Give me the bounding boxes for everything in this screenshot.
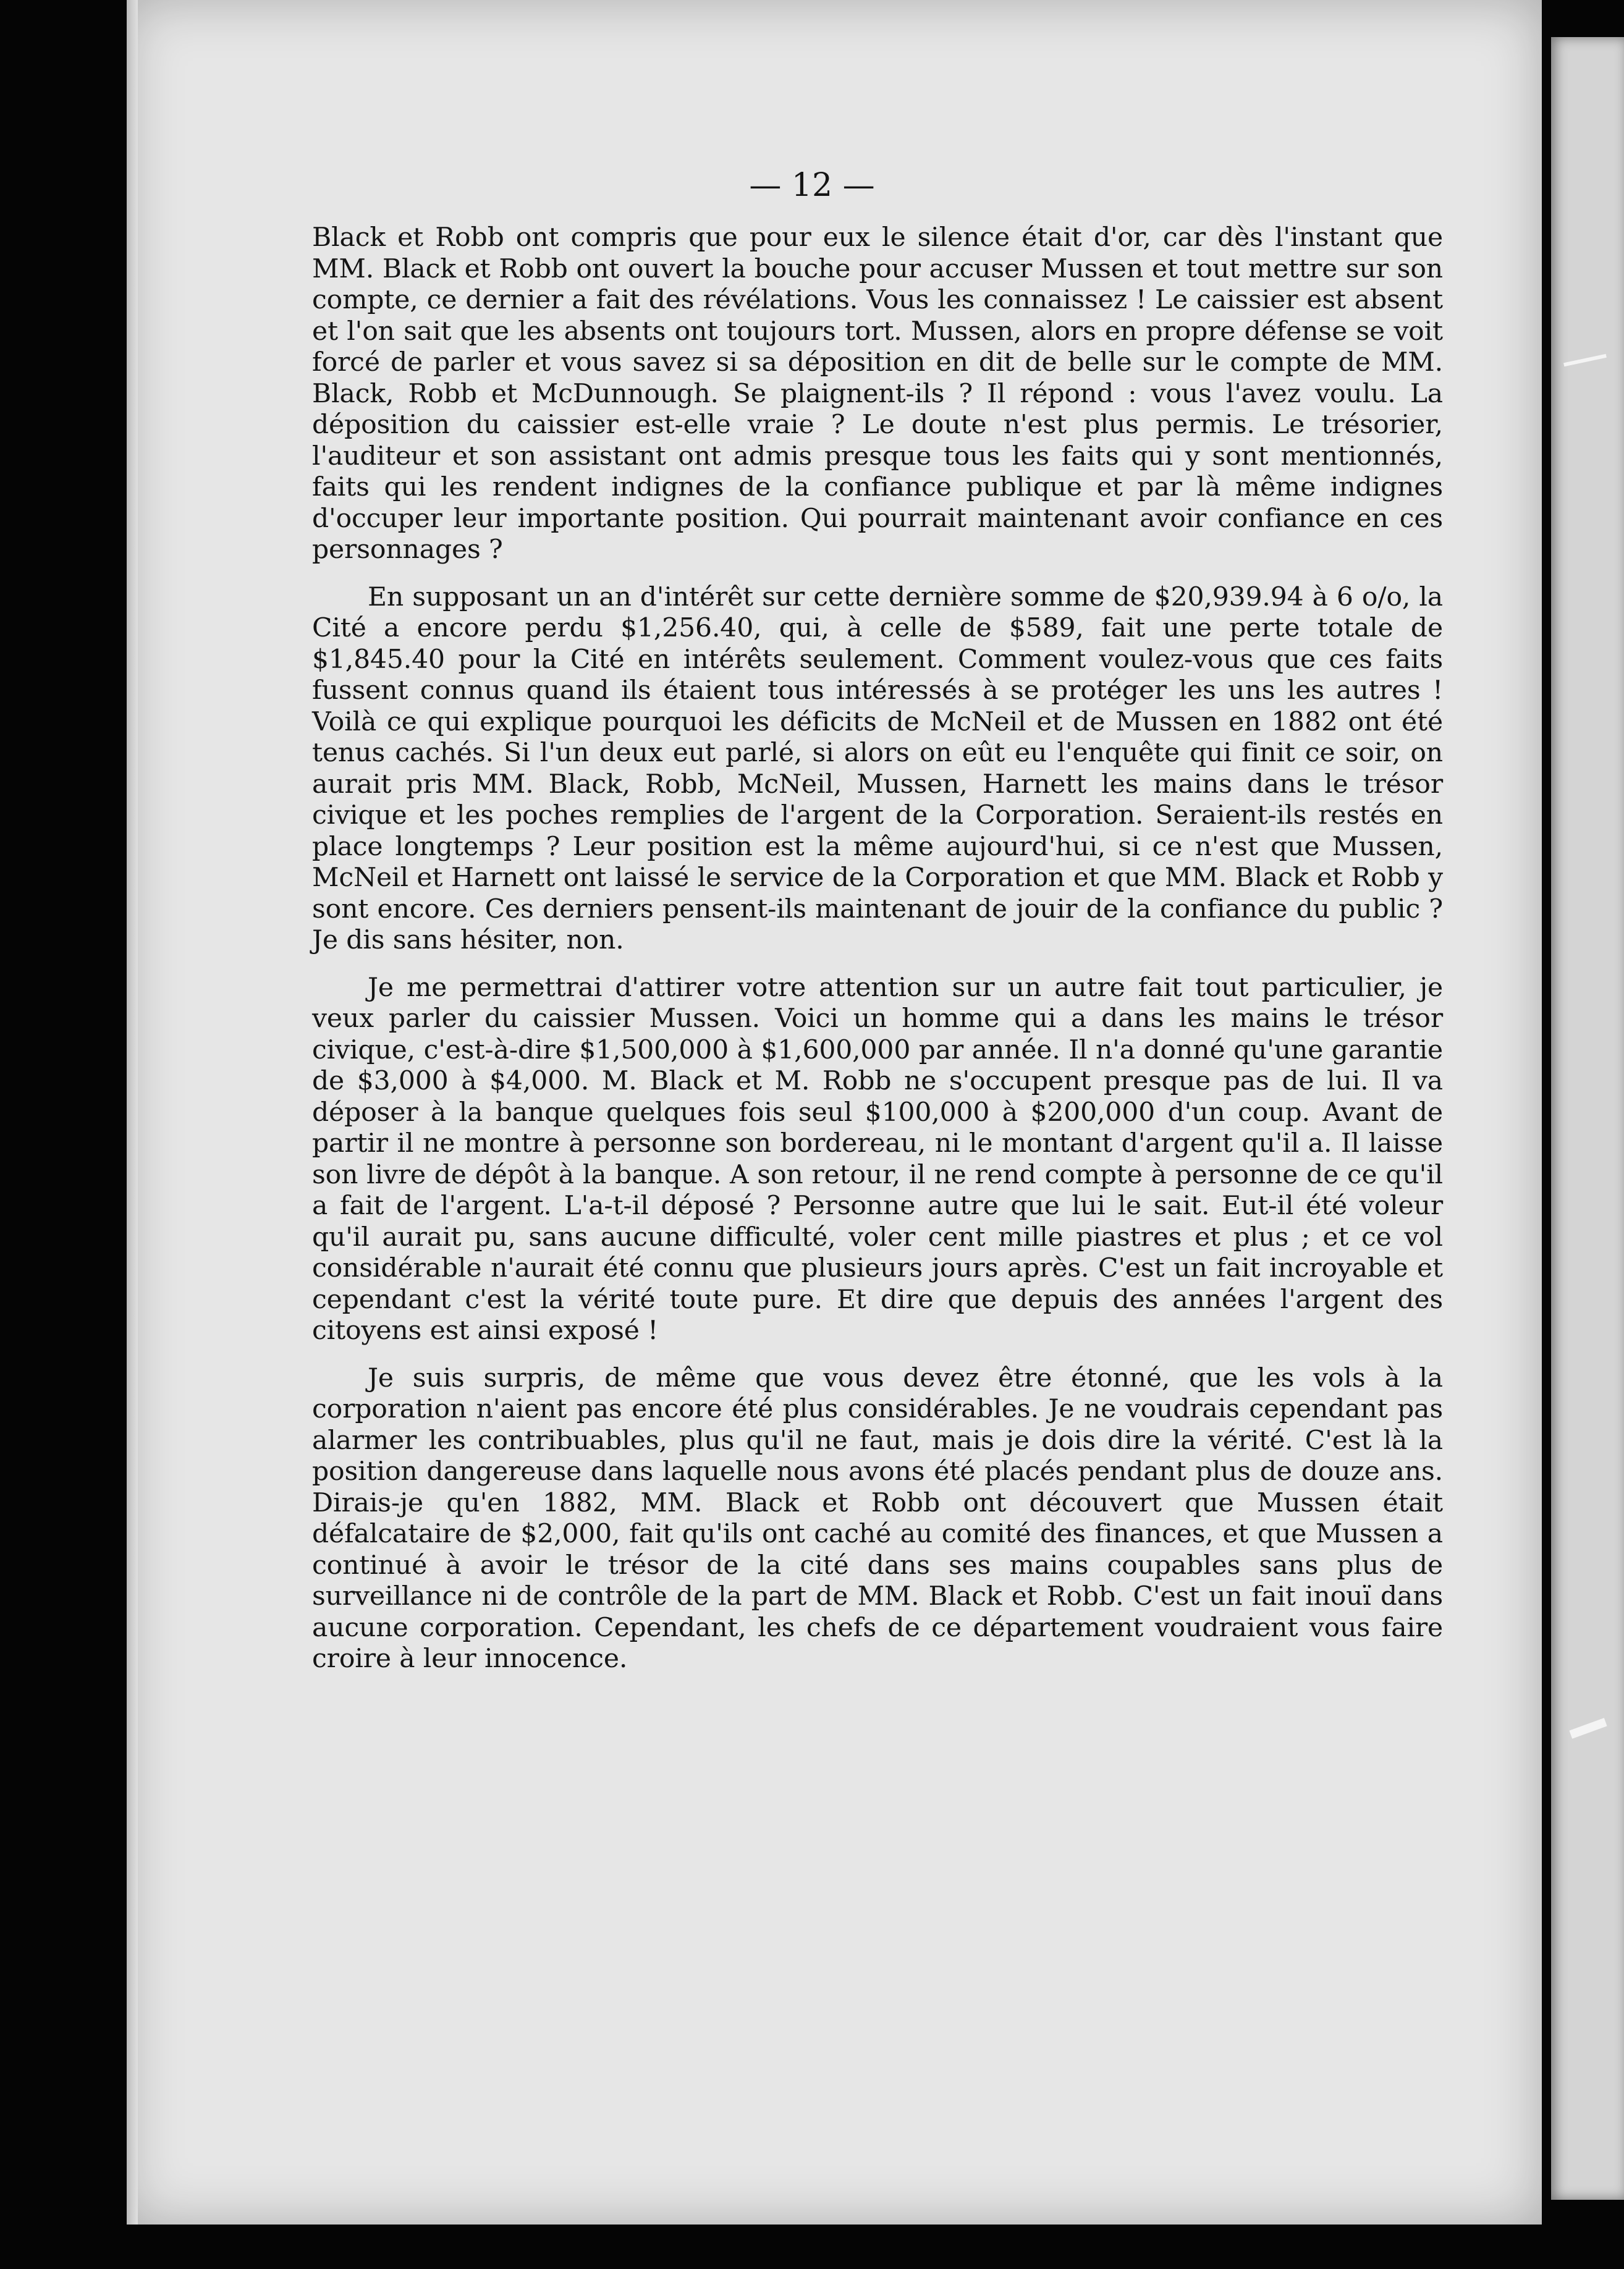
- scan-artifact-mark: [1569, 1718, 1607, 1739]
- scan-artifact-mark: [1563, 354, 1607, 366]
- body-text: [312, 222, 1443, 1675]
- paragraph-2: En supposant un an d'intérêt sur cette dernière somme de $20,939.94 à 6 o/o, la Cité a encore perdu $1,256.40, qui, à celle de $589, fait une perte totale de $1,845.40 pour la Cité en intérêts seulement. Comment voulez-vous que ces faits fussent connus quand ils étaient tous intéressés à se protéger les uns les autres ! Voilà ce qui explique pourquoi les déficits de McNeil et de Mussen en 1882 ont été tenus cachés. Si l'un deux eut parlé, si alors on eût eu l'enquête qui finit ce soir, on aurait pris MM. Black, Robb, McNeil, Mussen, Harnett les mains dans le trésor civique et les poches remplies de l'argent de la Corporation. Seraient-ils restés en place longtemps ? Leur position est la même aujourd'hui, si ce n'est que Mussen, McNeil et Harnett ont laissé le service de la Corporation et que MM. Black et Robb y sont encore. Ces derniers pensent-ils maintenant de jouir de la confiance du public ? Je dis sans hésiter, non.: [312, 581, 1443, 955]
- page-number: — 12 —: [749, 167, 875, 204]
- paragraph-1: Black et Robb ont compris que pour eux le silence était d'or, car dès l'instant que MM. Black et Robb ont ouvert la bouche pour accuser Mussen et tout mettre sur son compte, ce dernier a fait des révélations. Vous les connaissez ! Le caissier est absent et l'on sait que les absents ont toujours tort. Mussen, alors en propre défense se voit forcé de parler et vous savez si sa déposition en dit de belle sur le compte de MM. Black, Robb et McDunnough. Se plaignent-ils ? Il répond : vous l'avez voulu. La déposition du caissier est-elle vraie ? Le doute n'est plus permis. Le trésorier, l'auditeur et son assistant ont admis presque tous les faits qui y sont mentionnés, faits qui les rendent indignes de la confiance publique et par là même indignes d'occuper leur importante position. Qui pourrait maintenant avoir confiance en ces personnages ?: [312, 222, 1443, 565]
- paragraph-3: Je me permettrai d'attirer votre attention sur un autre fait tout particulier, je veux parler du caissier Mussen. Voici un homme qui a dans les mains le trésor civique, c'est-à-dire $1,500,000 à $1,600,000 par année. Il n'a donné qu'une garantie de $3,000 à $4,000. M. Black et M. Robb ne s'occupent presque pas de lui. Il va déposer à la banque quelques fois seul $100,000 à $200,000 d'un coup. Avant de partir il ne montre à personne son bordereau, ni le montant d'argent qu'il a. Il laisse son livre de dépôt à la banque. A son retour, il ne rend compte à personne de ce qu'il a fait de l'argent. L'a-t-il déposé ? Personne autre que lui le sait. Eut-il été voleur qu'il aurait pu, sans aucune difficulté, voler cent mille piastres et plus ; et ce vol considérable n'aurait été connu que plusieurs jours après. C'est un fait incroyable et cependant c'est la vérité toute pure. Et dire que depuis des années l'argent des citoyens est ainsi exposé !: [312, 972, 1443, 1346]
- page-binding-edge: [127, 0, 138, 2225]
- paragraph-4: Je suis surpris, de même que vous devez être étonné, que les vols à la corporation n'aient pas encore été plus considérables. Je ne voudrais cependant pas alarmer les contribuables, plus qu'il ne faut, mais je dois dire la vérité. C'est là la position dangereuse dans laquelle nous avons été placés pendant plus de douze ans. Dirais-je qu'en 1882, MM. Black et Robb ont découvert que Mussen était défalcataire de $2,000, fait qu'ils ont caché au comité des finances, et que Mussen a continué à avoir le trésor de la cité dans ses mains coupables sans plus de surveillance ni de contrôle de la part de MM. Black et Robb. C'est un fait inouï dans aucune corporation. Cependant, les chefs de ce département voudraient vous faire croire à leur innocence.: [312, 1363, 1443, 1674]
- adjacent-page-edge: [1551, 37, 1624, 2200]
